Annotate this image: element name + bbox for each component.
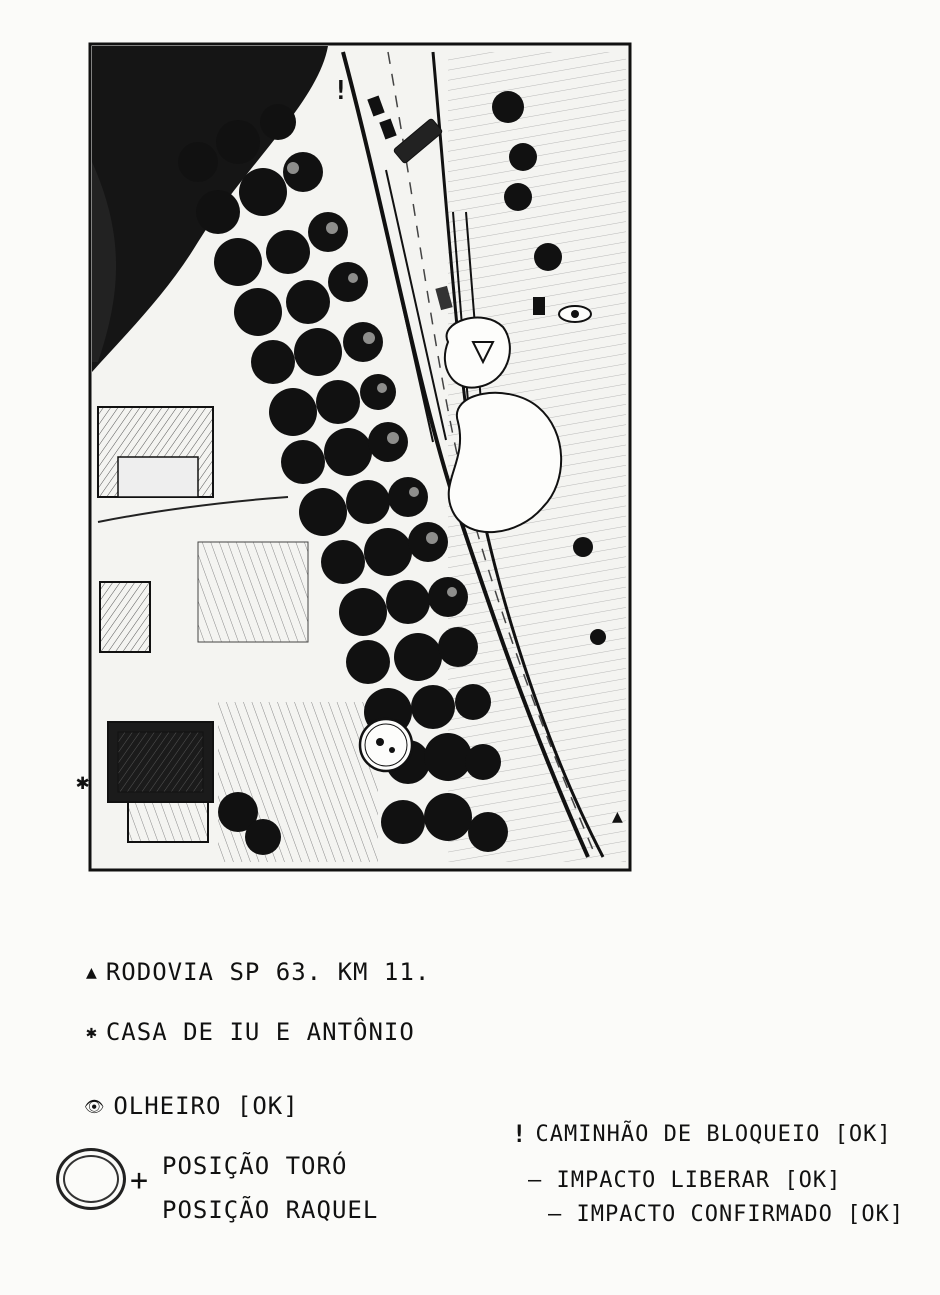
aerial-map (88, 42, 633, 874)
yard (198, 542, 308, 642)
asterisk-icon: ✱ (86, 1021, 98, 1043)
house-map-marker: ✱ (76, 770, 90, 795)
legend-impact-confirmed: – IMPACTO CONFIRMADO [OK] (548, 1202, 905, 1227)
aerial-map-drawing (88, 42, 633, 874)
plus-icon: + (130, 1163, 149, 1198)
legend-highway-label: RODOVIA SP 63. KM 11. (105, 958, 431, 986)
legend-impact-release: – IMPACTO LIBERAR [OK] (528, 1168, 842, 1193)
eye-icon: 👁 (84, 1096, 106, 1116)
shed (100, 582, 150, 652)
legend-highway (86, 958, 430, 986)
garden (218, 702, 378, 862)
legend-truck-label: CAMINHÃO DE BLOQUEIO [OK] (535, 1121, 892, 1147)
legend-position-toro: POSIÇÃO TORÓ (162, 1152, 348, 1180)
highway-map-marker: ▲ (612, 806, 623, 827)
truck-map-marker: ! (333, 76, 349, 106)
triangle-icon: ▲ (86, 961, 98, 983)
lookout-map-marker (559, 306, 591, 322)
legend-truck (512, 1120, 892, 1148)
position-ring-icon (56, 1148, 126, 1210)
legend-lookout (84, 1092, 299, 1120)
legend-position-raquel: POSIÇÃO RAQUEL (162, 1196, 379, 1224)
legend-lookout-label: OLHEIRO [OK] (113, 1092, 299, 1120)
legend-house (86, 1018, 415, 1046)
legend-house-label: CASA DE IU E ANTÔNIO (105, 1018, 415, 1046)
exclamation-icon: ! (512, 1120, 528, 1148)
position-map-marker (360, 719, 412, 771)
